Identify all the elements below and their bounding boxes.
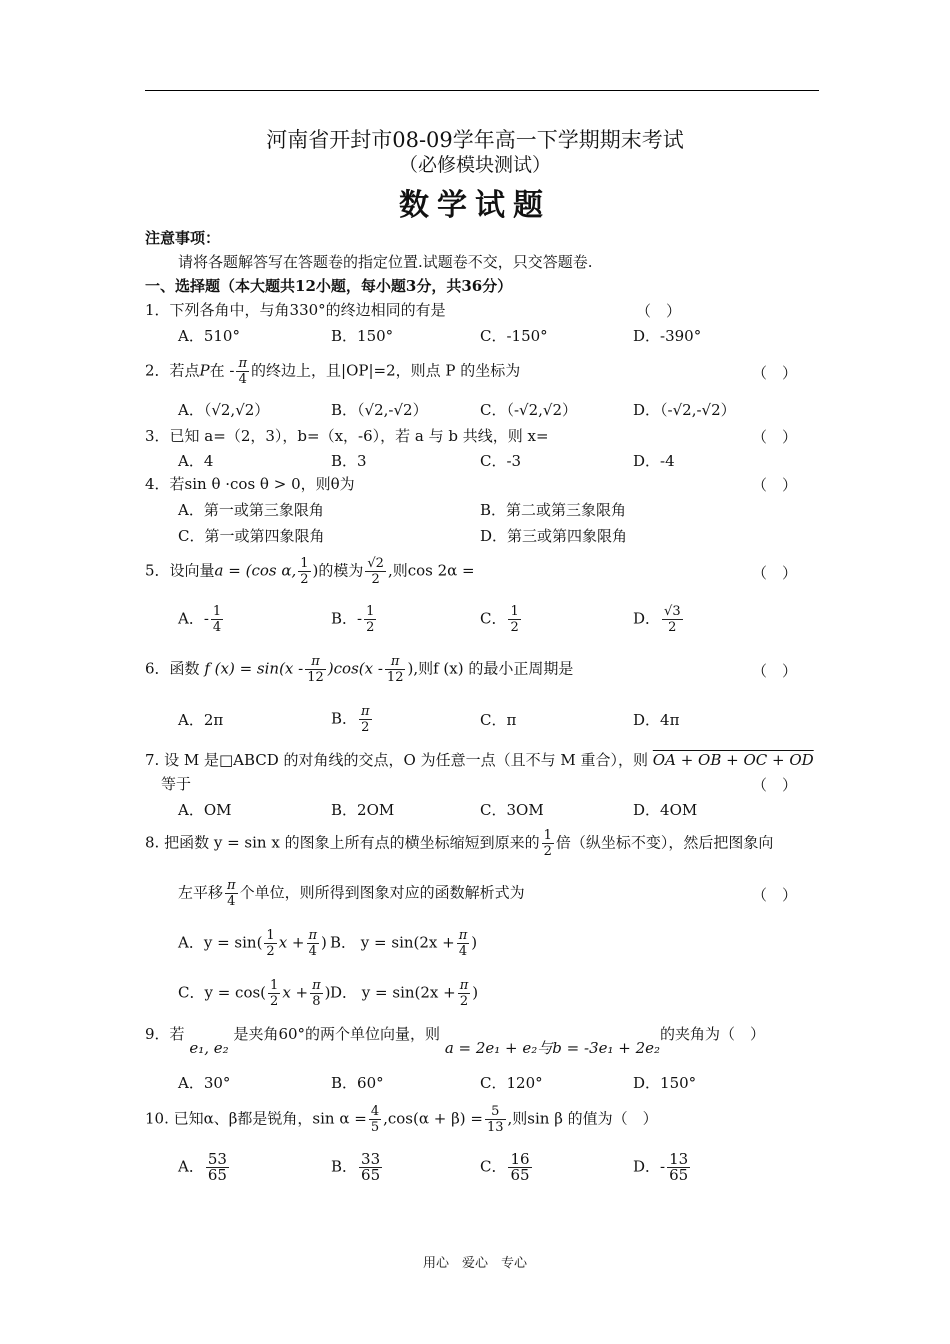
q4-option-d: D．第三或第四象限角 xyxy=(480,527,628,545)
q7-option-b: B．2OM xyxy=(331,801,395,819)
q5-option-c: C． $\frac{1}{2}$ xyxy=(480,604,519,635)
q7-option-a: A．OM xyxy=(178,801,232,819)
q1-stem: 1．下列各角中，与角330°的终边相同的有是 xyxy=(145,301,446,319)
q4-option-a: A．第一或第三象限角 xyxy=(178,501,324,519)
q3-stem: 3．已知 a=（2，3），b=（x，-6），若 a 与 b 共线，则 x= xyxy=(145,427,549,445)
q10-option-d: D．- $\frac{13}{65}$ xyxy=(633,1150,689,1184)
q5-option-a: A．- $\frac{1}{4}$ xyxy=(178,604,222,635)
q6-option-b: B． $\frac{\pi}{2}$ xyxy=(331,704,370,735)
q10-option-b: B． $\frac{33}{65}$ xyxy=(331,1150,381,1184)
q7-stem-cont: 等于 xyxy=(161,775,192,793)
q2-option-d: D．（-√2,-√2） xyxy=(633,401,736,419)
q8-option-c: C．y = cos( $\frac{1}{2}$ x + $\frac{\pi}{8}$ ) xyxy=(178,978,331,1009)
q7-stem: 7. 设 M 是□ABCD 的对角线的交点，O 为任意一点（且不与 M 重合），则 OA + OB + OC + OD xyxy=(145,751,814,769)
section-heading: 一、选择题（本大题共12小题，每小题3分，共36分） xyxy=(145,277,513,295)
q6-option-a: A．2π xyxy=(178,711,224,729)
q6-option-d: D．4π xyxy=(633,711,680,729)
q4-stem: 4．若sin θ ·cos θ > 0，则θ为 xyxy=(145,475,355,493)
q2-answer-paren: （ ） xyxy=(752,364,798,382)
q10-option-c: C． $\frac{16}{65}$ xyxy=(480,1150,530,1184)
q5-option-b: B．- $\frac{1}{2}$ xyxy=(331,604,375,635)
q1-option-b: B．150° xyxy=(331,327,394,345)
q4-option-c: C．第一或第四象限角 xyxy=(178,527,325,545)
exam-subtitle: （必修模块测试） xyxy=(398,154,551,176)
q3-option-d: D．-4 xyxy=(633,452,675,470)
q3-option-a: A．4 xyxy=(178,452,214,470)
q5-answer-paren: （ ） xyxy=(752,564,798,582)
q9-stem: 9．若 e₁, e₂ 是夹角60°的两个单位向量，则 a = 2e₁ + e₂与b = -3e₁ + 2e₂的夹角为（ ） xyxy=(145,1025,766,1057)
q10-stem: 10. 已知α、β都是锐角，sin α = $\frac{4}{5}$ ,cos(α + β) = $\frac{5}{13}$ ,则sin β 的值为（ ） xyxy=(145,1104,658,1135)
q8-stem-line1: 8. 把函数 y = sin x 的图象上所有点的横坐标缩短到原来的 $\frac{1}{2}$ 倍（纵坐标不变），然后把图象向 xyxy=(145,828,774,859)
q8-stem-line2: 左平移 $\frac{\pi}{4}$ 个单位，则所得到图象对应的函数解析式为 xyxy=(178,878,525,909)
header-rule xyxy=(145,90,819,91)
q2-option-b: B．（√2,-√2） xyxy=(331,401,428,419)
q7-option-d: D．4OM xyxy=(633,801,698,819)
q5-stem: 5．设向量a = (cos α, $\frac{1}{2}$ )的模为 $\frac{√2}{2}$ ,则cos 2α = xyxy=(145,556,475,587)
q3-option-b: B．3 xyxy=(331,452,367,470)
q6-stem: 6．函数 f (x) = sin(x - $\frac{\pi}{12}$ )cos(x - $\frac{\pi}{12}$ ),则f (x) 的最小正周期是 xyxy=(145,654,574,685)
q8-answer-paren: （ ） xyxy=(752,886,798,904)
q5-option-d: D． $\frac{√3}{2}$ xyxy=(633,604,681,635)
q2-option-c: C．（-√2,√2） xyxy=(480,401,578,419)
q1-answer-paren: （ ） xyxy=(636,302,682,320)
notes-text: 请将各题解答写在答题卷的指定位置.试题卷不交，只交答题卷. xyxy=(178,253,593,271)
q1-option-c: C．-150° xyxy=(480,327,548,345)
q3-answer-paren: （ ） xyxy=(752,428,798,446)
q1-option-d: D．-390° xyxy=(633,327,702,345)
q4-answer-paren: （ ） xyxy=(752,476,798,494)
exam-main-title: 数学试题 xyxy=(399,188,551,223)
q9-option-a: A．30° xyxy=(178,1074,231,1092)
q4-option-b: B．第二或第三象限角 xyxy=(480,501,627,519)
q9-option-d: D．150° xyxy=(633,1074,697,1092)
page-footer: 用心 爱心 专心 xyxy=(422,1256,527,1271)
q1-option-a: A．510° xyxy=(178,327,240,345)
q8-option-b: B． y = sin(2x + $\frac{\pi}{4}$ ) xyxy=(330,928,478,959)
q8-option-a: A．y = sin( $\frac{1}{2}$ x + $\frac{\pi}{4}$ ) xyxy=(178,928,327,959)
q6-option-c: C．π xyxy=(480,711,517,729)
q2-option-a: A．（√2,√2） xyxy=(178,401,270,419)
q2-stem: 2．若点P在 - $\frac{\pi}{4}$ 的终边上，且|OP|=2，则点 P 的坐标为 xyxy=(145,356,521,387)
q9-option-b: B．60° xyxy=(331,1074,384,1092)
q9-option-c: C．120° xyxy=(480,1074,543,1092)
q7-answer-paren: （ ） xyxy=(752,776,798,794)
notes-heading: 注意事项： xyxy=(145,229,221,247)
exam-title: 河南省开封市08-09学年高一下学期期末考试 xyxy=(266,128,684,152)
q8-option-d: D． y = sin(2x + $\frac{\pi}{2}$ ) xyxy=(330,978,479,1009)
q7-option-c: C．3OM xyxy=(480,801,544,819)
q10-option-a: A． $\frac{53}{65}$ xyxy=(178,1150,227,1184)
q6-answer-paren: （ ） xyxy=(752,662,798,680)
q3-option-c: C．-3 xyxy=(480,452,522,470)
